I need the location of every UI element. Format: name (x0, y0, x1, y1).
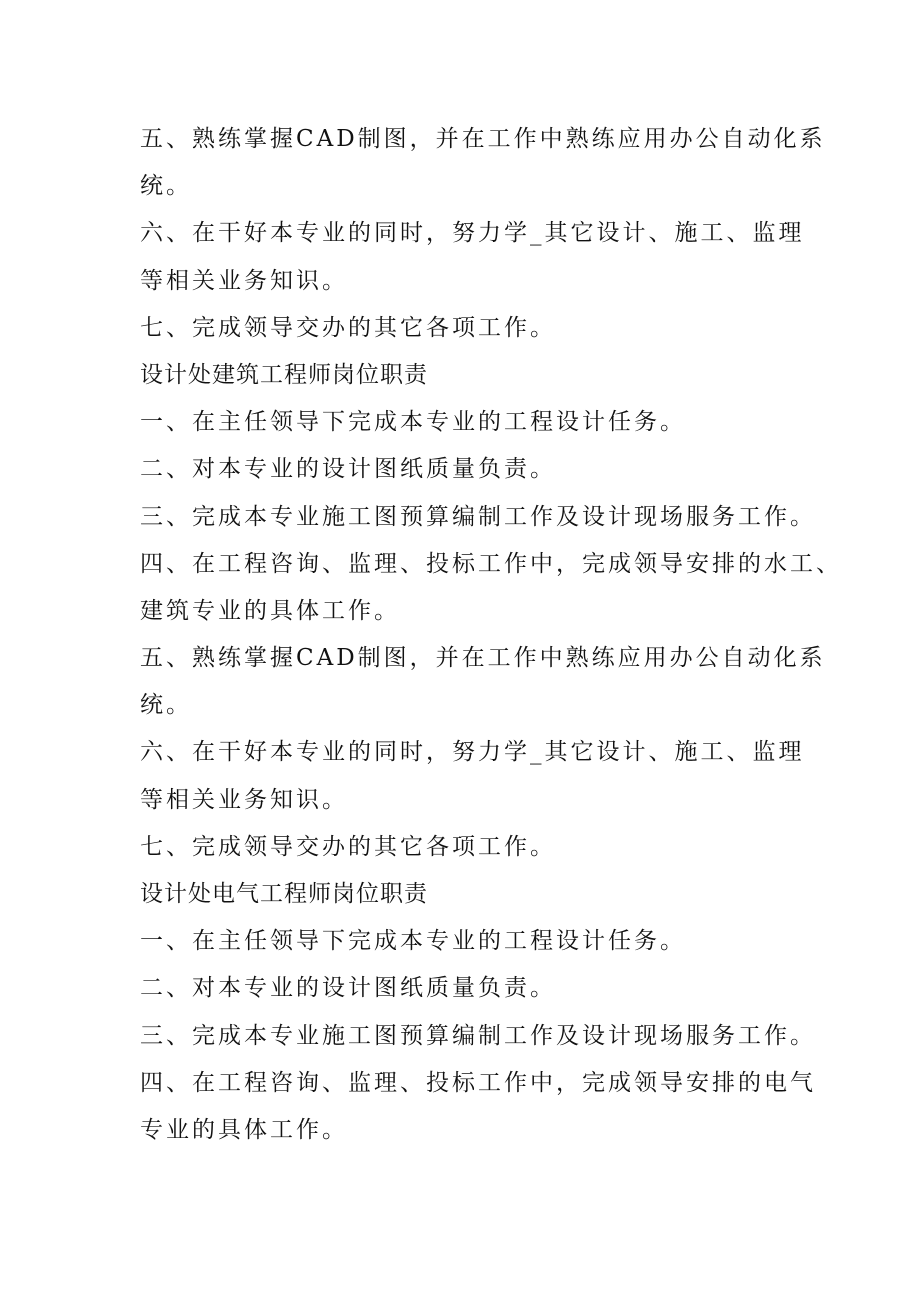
section-heading-architect: 设计处建筑工程师岗位职责 (140, 361, 428, 388)
paragraph-line-14: 六、在干好本专业的同时，努力学_其它设计、施工、监理 (140, 739, 805, 766)
paragraph-line-8: 二、对本专业的设计图纸质量负责。 (140, 456, 556, 483)
document-body (140, 116, 842, 1154)
paragraph-line-19: 二、对本专业的设计图纸质量负责。 (140, 975, 556, 1002)
paragraph-line-10: 四、在工程咨询、监理、投标工作中，完成领导安排的水工、 (140, 550, 842, 577)
paragraph-line-21: 四、在工程咨询、监理、投标工作中，完成领导安排的电气 (140, 1069, 816, 1096)
paragraph-line-22: 专业的具体工作。 (140, 1116, 348, 1143)
paragraph-line-11: 建筑专业的具体工作。 (140, 597, 400, 624)
paragraph-line-1: 五、熟练掌握CAD制图，并在工作中熟练应用办公自动化系 (140, 126, 826, 152)
paragraph-line-9: 三、完成本专业施工图预算编制工作及设计现场服务工作。 (140, 503, 816, 530)
paragraph-line-13: 统。 (140, 692, 192, 719)
paragraph-line-5: 七、完成领导交办的其它各项工作。 (140, 314, 556, 341)
paragraph-line-12: 五、熟练掌握CAD制图，并在工作中熟练应用办公自动化系 (140, 645, 826, 672)
paragraph-line-4: 等相关业务知识。 (140, 267, 348, 294)
paragraph-line-16: 七、完成领导交办的其它各项工作。 (140, 833, 556, 860)
paragraph-line-7: 一、在主任领导下完成本专业的工程设计任务。 (140, 409, 686, 436)
paragraph-line-15: 等相关业务知识。 (140, 786, 348, 813)
paragraph-line-20: 三、完成本专业施工图预算编制工作及设计现场服务工作。 (140, 1022, 816, 1049)
section-heading-electrical: 设计处电气工程师岗位职责 (140, 881, 428, 907)
paragraph-line-18: 一、在主任领导下完成本专业的工程设计任务。 (140, 928, 686, 955)
paragraph-line-3: 六、在干好本专业的同时，努力学_其它设计、施工、监理 (140, 220, 805, 247)
paragraph-line-2: 统。 (140, 173, 192, 200)
